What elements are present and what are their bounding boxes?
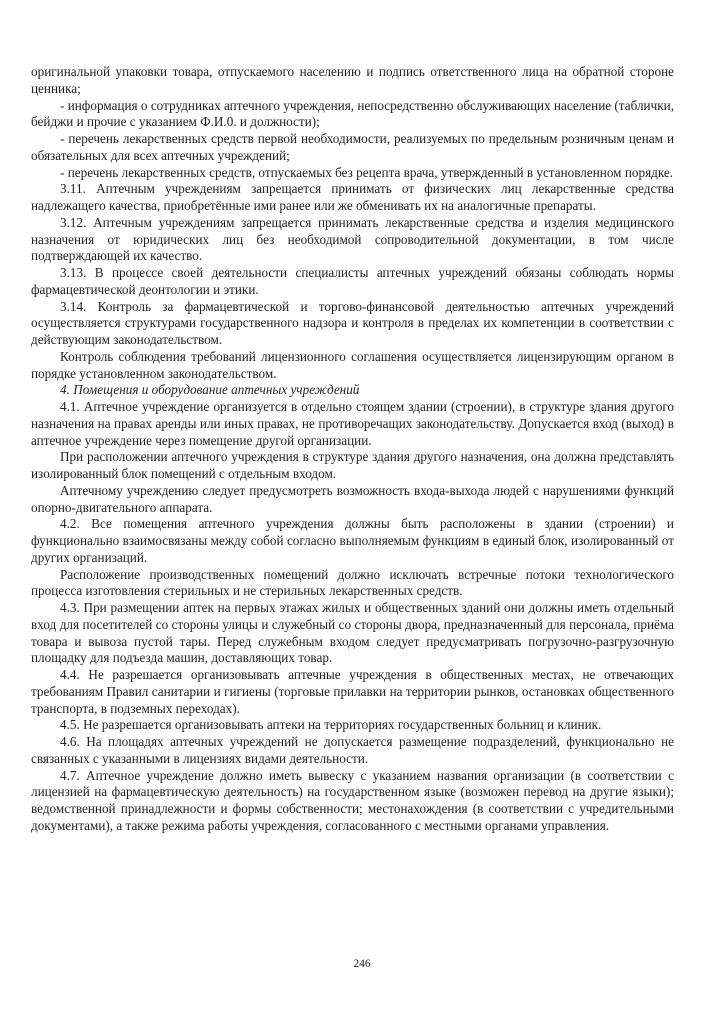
paragraph: 4.5. Не разрешается организовывать аптеки на территориях государственных больниц и клиник.	[60, 717, 602, 733]
paragraph: 4.4. Не разрешается организовывать аптечные учреждения в общественных местах, не отвечающих требованиям Правил санитарии и гигиены (торговые прилавки на территории рынков, остановках общественного транспорта, в подземных переходах).	[31, 667, 674, 716]
paragraph: 4.1. Аптечное учреждение организуется в отдельно стоящем здании (строении), в структуре здания другого назначения на правах аренды или иных правах, не противоречащих законодательству. Допускается вход (выход) в аптечное учреждение через помещение другой организации.	[31, 399, 674, 448]
paragraph: 3.12. Аптечным учреждениям запрещается принимать лекарственные средства и изделия медицинского назначения от юридических лиц без необходимой сопроводительной документации, в том числе подтверждающей их качество.	[31, 214, 674, 264]
section-heading: 4. Помещения и оборудование аптечных учреждений	[60, 382, 360, 398]
paragraph: 3.13. В процессе своей деятельности специалисты аптечных учреждений обязаны соблюдать нормы фармацевтической деонтологии и этики.	[31, 265, 674, 297]
paragraph: 3.14. Контроль за фармацевтической и торгово-финансовой деятельностью аптечных учреждений осуществляется структурами государственного надзора и контроля в пределах их компетенции в соответствии с действующим законодательством.	[31, 298, 674, 347]
paragraph: - информация о сотрудниках аптечного учреждения, непосредственно обслуживающих население (таблички, бейджи и прочие с указанием Ф.И.0. и должности);	[31, 97, 674, 130]
paragraph: - перечень лекарственных средств первой необходимости, реализуемых по предельным розничным ценам и обязательных для всех аптечных учреждений;	[31, 131, 674, 163]
paragraph: Аптечному учреждению следует предусмотреть возможность входа-выхода людей с нарушениями функций опорно-двигательного аппарата.	[31, 482, 674, 515]
page-number: 246	[353, 958, 371, 970]
paragraph: оригинальной упаковки товара, отпускаемого населению и подпись ответственного лица на обратной стороне ценника;	[31, 64, 674, 96]
paragraph: - перечень лекарственных средств, отпускаемых без рецепта врача, утвержденный в установленном порядке.	[60, 164, 674, 180]
paragraph: 4.3. При размещении аптек на первых этажах жилых и общественных зданий они должны иметь отдельный вход для посетителей со стороны улицы и служебный со стороны двора, предназначенный для персонала, приёма товара и вывоза пустой тары. Перед служебным входом следует предусматривать погрузочно-разгрузочную площадку для подъезда машин, доставляющих товар.	[31, 600, 674, 666]
paragraph: Расположение производственных помещений должно исключать встречные потоки технологического процесса изготовления стерильных и не стерильных лекарственных средств.	[31, 566, 674, 599]
document-body	[31, 64, 674, 835]
paragraph: 4.2. Все помещения аптечного учреждения должны быть расположены в здании (строении) и функционально взаимосвязаны между собой согласно выполняемым функциям в единый блок, изолированный от других организаций.	[31, 516, 674, 565]
paragraph: 3.11. Аптечным учреждениям запрещается принимать от физических лиц лекарственные средства надлежащего качества, приобретённые ими ранее или же обменивать их на аналогичные препараты.	[31, 181, 674, 213]
paragraph: Контроль соблюдения требований лицензионного соглашения осуществляется лицензирующим органом в порядке установленном законодательством.	[31, 348, 674, 381]
paragraph: При расположении аптечного учреждения в структуре здания другого назначения, она должна представлять изолированный блок помещений с отдельным входом.	[31, 449, 674, 481]
paragraph: 4.7. Аптечное учреждение должно иметь вывеску с указанием названия организации (в соответствии с лицензией на фармацевтическую деятельность) на государственном языке (возможен перевод на другие языки); ведомственной принадлежности и формы собственности; местонахождения (в соответствии с учредительными документами), а также режима работы учреждения, согласованного с местными органами управления.	[31, 767, 674, 833]
paragraph: 4.6. На площадях аптечных учреждений не допускается размещение подразделений, функционально не связанных с указанными в лицензиях видами деятельности.	[31, 734, 674, 766]
